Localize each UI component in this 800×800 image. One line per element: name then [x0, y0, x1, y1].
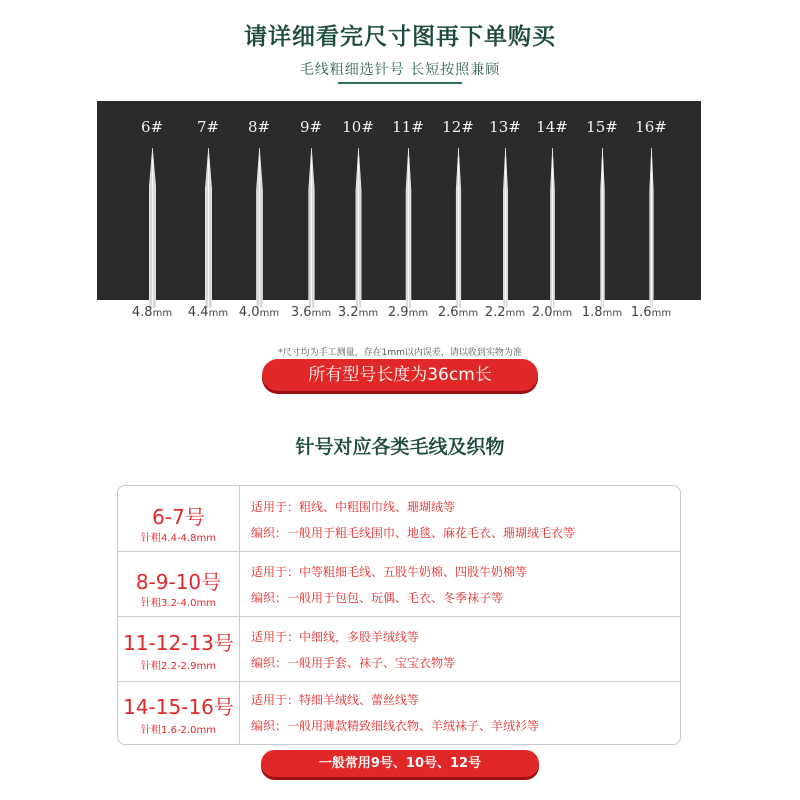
needle-number-label: 14# [536, 118, 568, 136]
length-banner: 所有型号长度为36cm长 [262, 359, 538, 391]
needle-number-range: 6-7号 [152, 505, 205, 529]
needle-number-label: 7# [196, 118, 220, 136]
needle-shape [205, 148, 212, 308]
needle-shape [355, 148, 362, 308]
needle-shape [149, 148, 156, 308]
knitting-usage: 编织：一般用于粗毛线围巾、地毯、麻花毛衣、珊瑚绒毛衣等 [251, 526, 576, 540]
page-title: 请详细看完尺寸图再下单购买 [244, 24, 556, 50]
needle-shape [648, 148, 655, 308]
needle-number-label: 11# [392, 118, 424, 136]
needle-size-label: 1.8mm [581, 305, 623, 320]
needle-shape [599, 148, 606, 308]
table-row [118, 681, 682, 746]
needle-number-label: 13# [489, 118, 521, 136]
needle-number-range: 8-9-10号 [135, 570, 222, 594]
knitting-usage: 编织：一般用薄款精致细线衣物、羊绒袜子、羊绒衫等 [251, 719, 540, 733]
needle-number-range: 14-15-16号 [123, 695, 234, 719]
knitting-usage: 编织：一般用手套、袜子、宝宝衣物等 [251, 656, 456, 670]
needle-size-label: 4.8mm [131, 305, 173, 320]
needle-shape [405, 148, 412, 308]
needle-shape [455, 148, 462, 308]
needle-number-label: 6# [140, 118, 164, 136]
needle-number-label: 16# [635, 118, 667, 136]
common-sizes-banner: 一般常用9号、10号、12号 [261, 750, 539, 777]
needle-size-label: 1.6mm [630, 305, 672, 320]
needle-thickness: 针粗3.2-4.0mm [141, 598, 216, 609]
table-row [118, 616, 682, 681]
needle-thickness: 针粗4.4-4.8mm [141, 533, 216, 544]
needle-number-label: 8# [247, 118, 271, 136]
table-row [118, 486, 682, 551]
needle-shape [549, 148, 556, 308]
needle-size-label: 2.2mm [484, 305, 526, 320]
needle-number-label: 10# [342, 118, 374, 136]
table-row [118, 551, 682, 616]
suitable-yarn: 适用于：特细羊绒线、蕾丝线等 [251, 693, 420, 707]
suitable-yarn: 适用于：中等粗细毛线、五股牛奶棉、四股牛奶棉等 [251, 565, 528, 579]
needle-size-label: 4.0mm [238, 305, 280, 320]
needle-number-label: 12# [442, 118, 474, 136]
needle-number-label: 15# [586, 118, 618, 136]
needle-thickness: 针粗2.2-2.9mm [141, 661, 216, 672]
subtitle-block [0, 56, 800, 86]
measurement-note: *尺寸均为手工测量，存在1mm以内误差，请以收到实物为准 [278, 348, 522, 358]
needle-size-label: 2.6mm [437, 305, 479, 320]
suitable-yarn: 适用于：粗线、中粗围巾线、珊瑚绒等 [251, 500, 456, 514]
page-subtitle: 毛线粗细选针号 长短按照兼顾 [299, 62, 501, 78]
section-title: 针号对应各类毛线及织物 [295, 436, 505, 458]
needle-shape [308, 148, 315, 308]
needle-shape [256, 148, 263, 308]
needle-size-label: 3.6mm [290, 305, 332, 320]
needle-number-label: 9# [299, 118, 323, 136]
needle-usage-table [117, 485, 681, 745]
needle-size-label: 3.2mm [337, 305, 379, 320]
subtitle-underline [338, 82, 462, 84]
needle-size-label: 2.9mm [387, 305, 429, 320]
needle-number-range: 11-12-13号 [123, 631, 234, 655]
needle-size-label: 2.0mm [531, 305, 573, 320]
needle-shape [502, 148, 509, 308]
needle-thickness: 针粗1.6-2.0mm [141, 725, 216, 736]
suitable-yarn: 适用于：中细线，多股羊绒线等 [251, 630, 420, 644]
needle-size-label: 4.4mm [187, 305, 229, 320]
knitting-usage: 编织：一般用于包包、玩偶、毛衣、冬季袜子等 [251, 591, 504, 605]
